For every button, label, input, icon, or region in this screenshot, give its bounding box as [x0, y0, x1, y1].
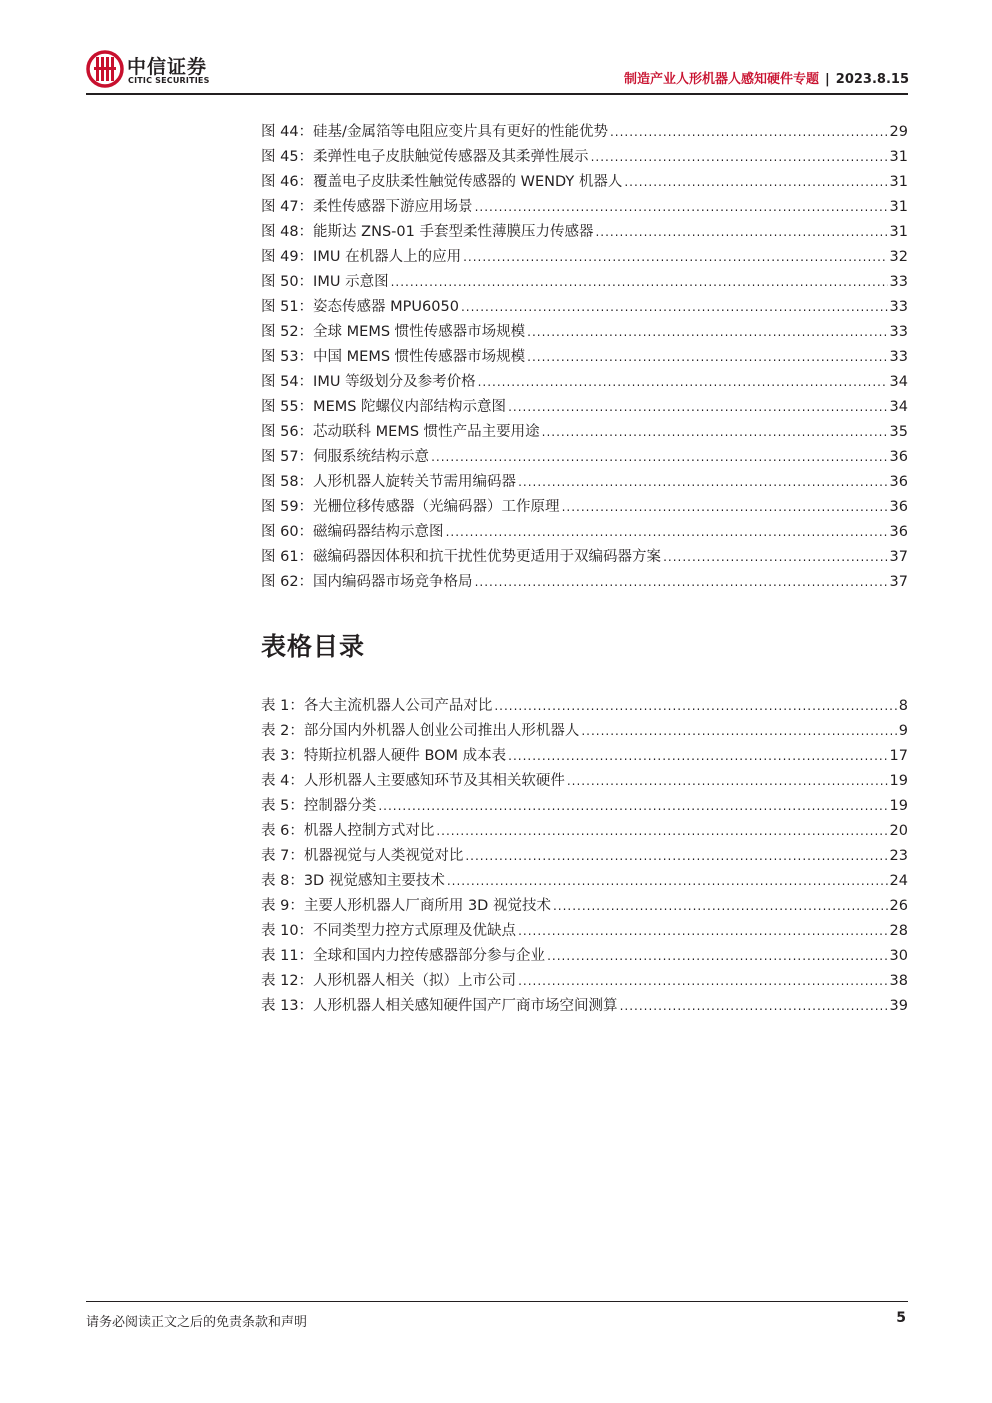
- figure-toc-entry-page-number[interactable]: 29: [889, 124, 908, 140]
- table-toc-entry-label[interactable]: 表 7：机器视觉与人类视觉对比: [261, 848, 464, 864]
- logo-chinese-name: 中信证券: [127, 56, 208, 78]
- table-toc-entry[interactable]: [261, 719, 908, 744]
- report-date: 2023.8.15: [835, 72, 909, 87]
- figure-toc-entry-page-number[interactable]: 35: [889, 424, 908, 440]
- table-toc-entry-label[interactable]: 表 8：3D 视觉感知主要技术: [261, 873, 445, 889]
- figure-toc-entry[interactable]: [261, 370, 908, 395]
- figure-toc-entry-page-number[interactable]: 31: [889, 224, 908, 240]
- table-toc-entry[interactable]: [261, 744, 908, 769]
- dot-leader: [562, 495, 888, 520]
- figure-toc-entry-label[interactable]: 图 52：全球 MEMS 惯性传感器市场规模: [261, 324, 526, 340]
- dot-leader: [446, 520, 888, 545]
- table-toc-entry[interactable]: [261, 694, 908, 719]
- table-toc-entry[interactable]: [261, 994, 908, 1019]
- figure-toc-entry-page-number[interactable]: 36: [889, 524, 908, 540]
- figure-toc-entry-label[interactable]: 图 60：磁编码器结构示意图: [261, 524, 444, 540]
- dot-leader: [465, 844, 887, 869]
- report-topic: 制造产业人形机器人感知硬件专题: [624, 72, 820, 87]
- table-toc-entry-page-number[interactable]: 19: [889, 798, 908, 814]
- dot-leader: [595, 220, 887, 245]
- dot-leader: [518, 969, 887, 994]
- figure-toc-entry[interactable]: [261, 445, 908, 470]
- figure-toc-entry[interactable]: [261, 545, 908, 570]
- dot-leader: [475, 570, 888, 595]
- dot-leader: [518, 919, 887, 944]
- figure-toc-entry[interactable]: [261, 170, 908, 195]
- dot-leader: [610, 120, 888, 145]
- dot-leader: [581, 719, 896, 744]
- table-toc-entry-label[interactable]: 表 9：主要人形机器人厂商所用 3D 视觉技术: [261, 898, 551, 914]
- table-toc: [261, 694, 908, 1019]
- dot-leader: [494, 694, 896, 719]
- table-toc-entry-label[interactable]: 表 12：人形机器人相关（拟）上市公司: [261, 973, 517, 989]
- figure-toc-entry-label[interactable]: 图 58：人形机器人旋转关节需用编码器: [261, 474, 517, 490]
- table-toc-entry-label[interactable]: 表 2：部分国内外机器人创业公司推出人形机器人: [261, 723, 580, 739]
- figure-toc-entry-page-number[interactable]: 34: [889, 374, 908, 390]
- table-toc-entry[interactable]: [261, 919, 908, 944]
- table-toc-entry[interactable]: [261, 819, 908, 844]
- table-toc-entry-label[interactable]: 表 5：控制器分类: [261, 798, 377, 814]
- table-toc-entry[interactable]: [261, 769, 908, 794]
- footer-disclaimer: 请务必阅读正文之后的免责条款和声明: [86, 1315, 308, 1330]
- figure-toc-entry-label[interactable]: 图 55：MEMS 陀螺仪内部结构示意图: [261, 399, 507, 415]
- table-toc-entry-page-number[interactable]: 19: [889, 773, 908, 789]
- figure-toc-entry-page-number[interactable]: 33: [889, 274, 908, 290]
- table-toc-entry-page-number[interactable]: 28: [889, 923, 908, 939]
- figure-toc-entry[interactable]: [261, 220, 908, 245]
- figure-toc-entry-label[interactable]: 图 45：柔弹性电子皮肤触觉传感器及其柔弹性展示: [261, 149, 589, 165]
- table-toc-entry-page-number[interactable]: 26: [889, 898, 908, 914]
- table-toc-entry-label[interactable]: 表 13：人形机器人相关感知硬件国产厂商市场空间测算: [261, 998, 618, 1014]
- figure-toc-entry[interactable]: [261, 245, 908, 270]
- figure-toc-entry[interactable]: [261, 195, 908, 220]
- figure-toc-entry-page-number[interactable]: 31: [889, 199, 908, 215]
- dot-leader: [447, 869, 888, 894]
- table-toc-entry-label[interactable]: 表 4：人形机器人主要感知环节及其相关软硬件: [261, 773, 565, 789]
- table-toc-entry-page-number[interactable]: 24: [889, 873, 908, 889]
- table-toc-entry[interactable]: [261, 894, 908, 919]
- figure-toc-entry-page-number[interactable]: 37: [889, 549, 908, 565]
- figure-toc-entry-label[interactable]: 图 62：国内编码器市场竞争格局: [261, 574, 473, 590]
- dot-leader: [591, 145, 888, 170]
- figure-toc-list: [261, 120, 908, 595]
- dot-leader: [542, 420, 888, 445]
- dot-leader: [527, 345, 887, 370]
- figure-toc-entry-label[interactable]: 图 51：姿态传感器 MPU6050: [261, 299, 459, 315]
- dot-leader: [547, 944, 887, 969]
- dot-leader: [478, 370, 888, 395]
- figure-toc: [261, 120, 908, 595]
- figure-toc-entry-label[interactable]: 图 54：IMU 等级划分及参考价格: [261, 374, 476, 390]
- table-toc-entry-page-number[interactable]: 20: [889, 823, 908, 839]
- dot-leader: [463, 245, 887, 270]
- dot-leader: [553, 894, 888, 919]
- figure-toc-entry-label[interactable]: 图 56：芯动联科 MEMS 惯性产品主要用途: [261, 424, 540, 440]
- table-toc-entry-page-number[interactable]: 8: [898, 698, 908, 714]
- figure-toc-entry-label[interactable]: 图 46：覆盖电子皮肤柔性触觉传感器的 WENDY 机器人: [261, 174, 623, 190]
- figure-toc-entry-label[interactable]: 图 48：能斯达 ZNS-01 手套型柔性薄膜压力传感器: [261, 224, 594, 240]
- table-toc-entry[interactable]: [261, 794, 908, 819]
- footer-divider: [86, 1301, 908, 1302]
- table-toc-entry-page-number[interactable]: 30: [889, 948, 908, 964]
- figure-toc-entry-page-number[interactable]: 34: [889, 399, 908, 415]
- table-toc-entry-page-number[interactable]: 39: [889, 998, 908, 1014]
- dot-leader: [527, 320, 887, 345]
- figure-toc-entry[interactable]: [261, 470, 908, 495]
- figure-toc-entry[interactable]: [261, 570, 908, 595]
- dot-leader: [475, 195, 888, 220]
- figure-toc-entry[interactable]: [261, 270, 908, 295]
- table-toc-entry-page-number[interactable]: 9: [898, 723, 908, 739]
- figure-toc-entry-page-number[interactable]: 37: [889, 574, 908, 590]
- dot-leader: [378, 794, 887, 819]
- header-divider: [86, 93, 908, 95]
- dot-leader: [567, 769, 888, 794]
- table-toc-entry-label[interactable]: 表 11：全球和国内力控传感器部分参与企业: [261, 948, 546, 964]
- table-toc-entry-label[interactable]: 表 1：各大主流机器人公司产品对比: [261, 698, 493, 714]
- figure-toc-entry-page-number[interactable]: 32: [889, 249, 908, 265]
- table-toc-entry[interactable]: [261, 969, 908, 994]
- figure-toc-entry-label[interactable]: 图 59：光栅位移传感器（光编码器）工作原理: [261, 499, 560, 515]
- figure-toc-entry[interactable]: [261, 520, 908, 545]
- title-separator: |: [825, 72, 830, 87]
- figure-toc-entry-label[interactable]: 图 44：硅基/金属箔等电阻应变片具有更好的性能优势: [261, 124, 608, 140]
- table-toc-entry-page-number[interactable]: 23: [889, 848, 908, 864]
- figure-toc-entry[interactable]: [261, 420, 908, 445]
- dot-leader: [508, 744, 887, 769]
- figure-toc-entry-page-number[interactable]: 33: [889, 299, 908, 315]
- figure-toc-entry-page-number[interactable]: 31: [889, 174, 908, 190]
- dot-leader: [508, 395, 887, 420]
- dot-leader: [431, 445, 887, 470]
- dot-leader: [620, 994, 888, 1019]
- table-toc-entry-page-number[interactable]: 38: [889, 973, 908, 989]
- figure-toc-entry-label[interactable]: 图 61：磁编码器因体积和抗干扰性优势更适用于双编码器方案: [261, 549, 662, 565]
- figure-toc-entry-page-number[interactable]: 33: [889, 324, 908, 340]
- figure-toc-entry[interactable]: [261, 345, 908, 370]
- figure-toc-entry-label[interactable]: 图 47：柔性传感器下游应用场景: [261, 199, 473, 215]
- dot-leader: [624, 170, 887, 195]
- table-toc-entry-label[interactable]: 表 10：不同类型力控方式原理及优缺点: [261, 923, 517, 939]
- logo-english-name: CITIC SECURITIES: [128, 76, 210, 85]
- dot-leader: [391, 270, 888, 295]
- citic-logo-icon: [86, 50, 124, 88]
- report-title: [624, 68, 909, 87]
- figure-toc-entry[interactable]: [261, 495, 908, 520]
- table-toc-list: [261, 694, 908, 1019]
- citic-logo: [86, 50, 246, 90]
- table-toc-entry[interactable]: [261, 869, 908, 894]
- figure-toc-entry-page-number[interactable]: 33: [889, 349, 908, 365]
- figure-toc-entry[interactable]: [261, 120, 908, 145]
- table-toc-entry[interactable]: [261, 844, 908, 869]
- figure-toc-entry-label[interactable]: 图 57：伺服系统结构示意: [261, 449, 430, 465]
- page-number: 5: [896, 1310, 906, 1326]
- figure-toc-entry[interactable]: [261, 395, 908, 420]
- page-header: [0, 0, 992, 96]
- figure-toc-entry-label[interactable]: 图 49：IMU 在机器人上的应用: [261, 249, 462, 265]
- figure-toc-entry-page-number[interactable]: 31: [889, 149, 908, 165]
- dot-leader: [436, 819, 887, 844]
- table-toc-entry-label[interactable]: 表 3：特斯拉机器人硬件 BOM 成本表: [261, 748, 507, 764]
- figure-toc-entry-page-number[interactable]: 36: [889, 474, 908, 490]
- figure-toc-entry[interactable]: [261, 320, 908, 345]
- table-toc-entry-label[interactable]: 表 6：机器人控制方式对比: [261, 823, 435, 839]
- table-toc-entry[interactable]: [261, 944, 908, 969]
- figure-toc-entry[interactable]: [261, 145, 908, 170]
- dot-leader: [518, 470, 887, 495]
- figure-toc-entry-label[interactable]: 图 53：中国 MEMS 惯性传感器市场规模: [261, 349, 526, 365]
- figure-toc-entry-label[interactable]: 图 50：IMU 示意图: [261, 274, 389, 290]
- figure-toc-entry[interactable]: [261, 295, 908, 320]
- dot-leader: [461, 295, 888, 320]
- table-toc-entry-page-number[interactable]: 17: [889, 748, 908, 764]
- dot-leader: [663, 545, 887, 570]
- figure-toc-entry-page-number[interactable]: 36: [889, 499, 908, 515]
- tables-toc-heading: 表格目录: [261, 632, 366, 661]
- figure-toc-entry-page-number[interactable]: 36: [889, 449, 908, 465]
